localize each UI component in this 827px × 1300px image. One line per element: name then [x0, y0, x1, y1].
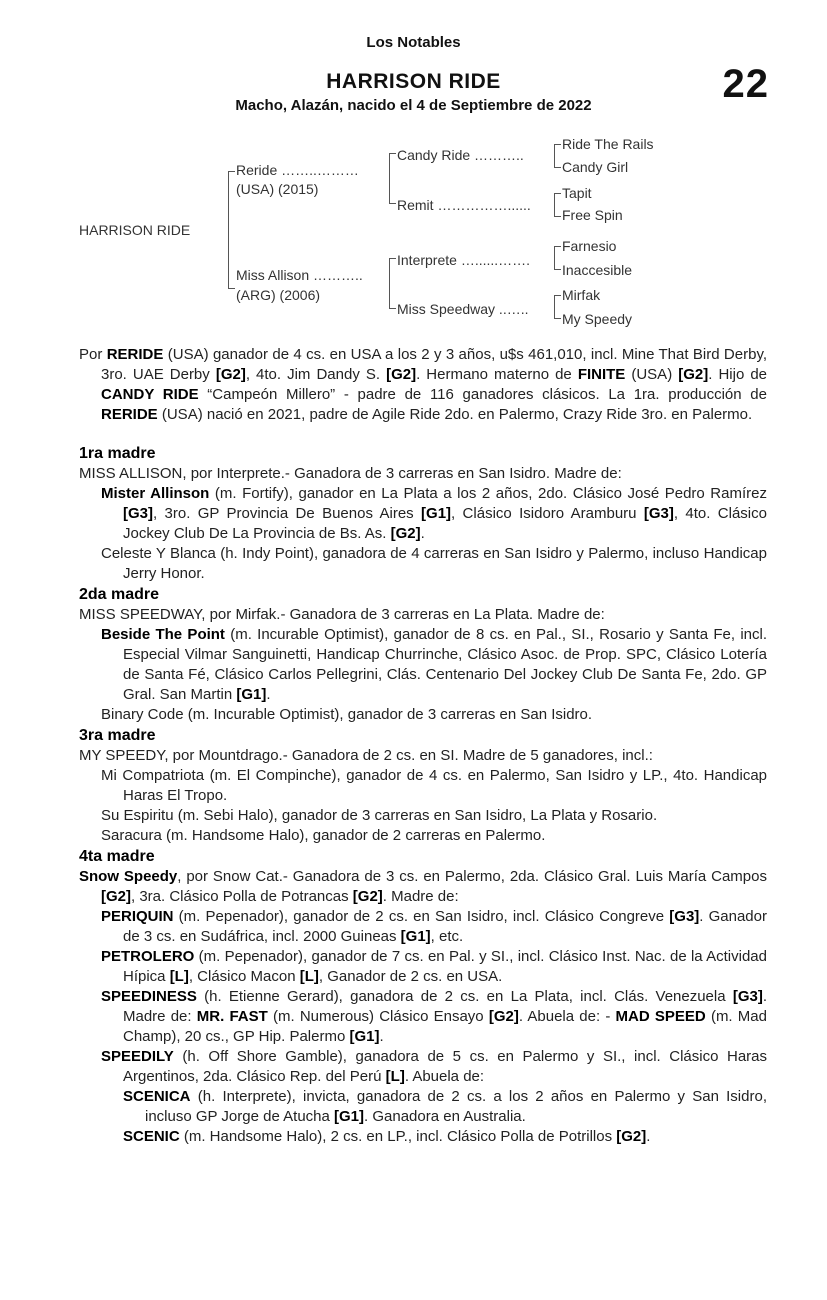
pedigree-subject: HARRISON RIDE [79, 222, 191, 238]
section-heading-1ra-madre: 1ra madre [79, 445, 156, 462]
pedigree-bracket [228, 171, 235, 289]
sire-description [79, 345, 767, 425]
produce-entry: PETROLERO (m. Pepenador), ganador de 7 cs. en Pal. y SI., incl. Clásico Inst. Nac. de la Actividad Hípica [L], Clásico Macon [L], Ganador de 2 cs. en USA. [101, 948, 767, 985]
produce-entry: Saracura (m. Handsome Halo), ganador de 2 carreras en Palermo. [101, 827, 546, 844]
pedigree-bracket [554, 295, 561, 319]
pedigree-dds: Mirfak [562, 287, 601, 303]
produce-entry: SCENICA (h. Interprete), invicta, ganadora de 2 cs. a los 2 años en Palermo y San Isidro, incluso GP Jorge de Atucha [G1]. Ganadora en Australia. [123, 1088, 767, 1125]
pedigree-ddd: My Speedy [562, 311, 633, 327]
produce-entry: SCENIC (m. Handsome Halo), 2 cs. en LP., incl. Clásico Polla de Potrillos [G2]. [123, 1128, 651, 1145]
pedigree-dam-dam: Miss Speedway ..….. [397, 301, 529, 317]
pedigree-dsd: Inaccesible [562, 262, 633, 278]
pedigree-dam: Miss Allison ……….. [236, 267, 363, 283]
pedigree-bracket [554, 193, 561, 217]
pedigree-sire: Reride ……..……… [236, 162, 359, 178]
horse-name: HARRISON RIDE [326, 70, 501, 93]
produce-entry: Binary Code (m. Incurable Optimist), ganador de 3 carreras en San Isidro. [101, 706, 593, 723]
pedigree-sss: Ride The Rails [562, 136, 654, 152]
pedigree-bracket [554, 144, 561, 168]
dam-line: MISS SPEEDWAY, por Mirfak.- Ganadora de 3 carreras en La Plata. Madre de: [79, 606, 605, 623]
sire-paragraph: Por RERIDE (USA) ganador de 4 cs. en USA a los 2 y 3 años, u$s 461,010, incl. Mine That Bird Derby, 3ro. UAE Derby [G2], 4to. Jim Dandy S. [G2]. Hermano materno de FINITE (USA) [G2]. Hijo de CANDY RIDE “Campeón Millero” - padre de 116 ganadores clásicos. La 1ra. producción de RERIDE (USA) nació en 2021, padre de Agile Ride 2do. en Palermo, Crazy Ride 3ro. en Palermo. [79, 346, 768, 423]
catalog-series-title: Los Notables [366, 34, 461, 51]
pedigree-sds: Tapit [562, 185, 592, 201]
produce-entry: Beside The Point (m. Incurable Optimist), ganador de 8 cs. en Pal., SI., Rosario y Santa Fe, incl. Especial Vilmar Sanguinetti, Handicap Churrinche, Clásico Asoc. de Prop. SPC, Clásico Lotería de Santa Fé, Clásico Carlos Pellegrini, Clás. Centenario Del Jockey Club De Santa Fe, 2do. GP Gral. San Martin [G1]. [101, 626, 767, 703]
pedigree-bracket [389, 258, 396, 309]
pedigree-dam-info: (ARG) (2006) [236, 287, 321, 303]
produce-entry: SPEEDILY (h. Off Shore Gamble), ganadora de 5 cs. en Palermo y SI., incl. Clásico Haras Argentinos, 2da. Clásico Rep. del Perú [L]. Abuela de: [101, 1048, 767, 1085]
produce-entry: Mi Compatriota (m. El Compinche), ganador de 4 cs. en Palermo, San Isidro y LP., 4to. Handicap Haras El Tropo. [101, 767, 767, 804]
produce-entry: PERIQUIN (m. Pepenador), ganador de 2 cs. en San Isidro, incl. Clásico Congreve [G3]. Ganador de 3 cs. en Sudáfrica, incl. 2000 Guineas [G1], etc. [101, 908, 767, 945]
dam-line: MISS ALLISON, por Interprete.- Ganadora de 3 carreras en San Isidro. Madre de: [79, 465, 622, 482]
pedigree-sire-dam: Remit ……………...... [397, 197, 531, 213]
pedigree-sire-sire: Candy Ride ……….. [397, 147, 524, 163]
section-heading-4ta-madre: 4ta madre [79, 848, 155, 865]
pedigree-dam-sire: Interprete …......……. [397, 252, 531, 268]
pedigree-bracket [554, 246, 561, 270]
pedigree-dss: Farnesio [562, 238, 617, 254]
section-heading-2da-madre: 2da madre [79, 586, 160, 603]
dam-line: MY SPEEDY, por Mountdrago.- Ganadora de 2 cs. en SI. Madre de 5 ganadores, incl.: [79, 747, 653, 764]
produce-entry: SPEEDINESS (h. Etienne Gerard), ganadora de 2 cs. en La Plata, incl. Clás. Venezuela [G3]. Madre de: MR. FAST (m. Numerous) Clásico Ensayo [G2]. Abuela de: - MAD SPEED (m. Mad Champ), 20 cs., GP Hip. Palermo [G1]. [101, 988, 767, 1045]
pedigree-ssd: Candy Girl [562, 159, 629, 175]
dam-line: Snow Speedy, por Snow Cat.- Ganadora de 3 cs. en Palermo, 2da. Clásico Gral. Luis María Campos [G2], 3ra. Clásico Polla de Potrancas [G2]. Madre de: [79, 868, 767, 905]
section-heading-3ra-madre: 3ra madre [79, 727, 156, 744]
pedigree-bracket [389, 153, 396, 204]
produce-entry: Su Espiritu (m. Sebi Halo), ganador de 3 carreras en San Isidro, La Plata y Rosario. [101, 807, 658, 824]
produce-entry: Mister Allinson (m. Fortify), ganador en La Plata a los 2 años, 2do. Clásico José Pedro Ramírez [G3], 3ro. GP Provincia De Buenos Aires [G1], Clásico Isidoro Aramburu [G3], 4to. Clásico Jockey Club De La Provincia de Bs. As. [G2]. [101, 485, 767, 542]
female-family [79, 443, 767, 1147]
horse-description: Macho, Alazán, nacido el 4 de Septiembre de 2022 [235, 97, 592, 114]
produce-entry: Celeste Y Blanca (h. Indy Point), ganadora de 4 carreras en San Isidro y Palermo, incluso Handicap Jerry Honor. [101, 545, 767, 582]
pedigree-sire-info: (USA) (2015) [236, 181, 319, 197]
lot-number: 22 [722, 62, 769, 106]
pedigree-sdd: Free Spin [562, 207, 623, 223]
